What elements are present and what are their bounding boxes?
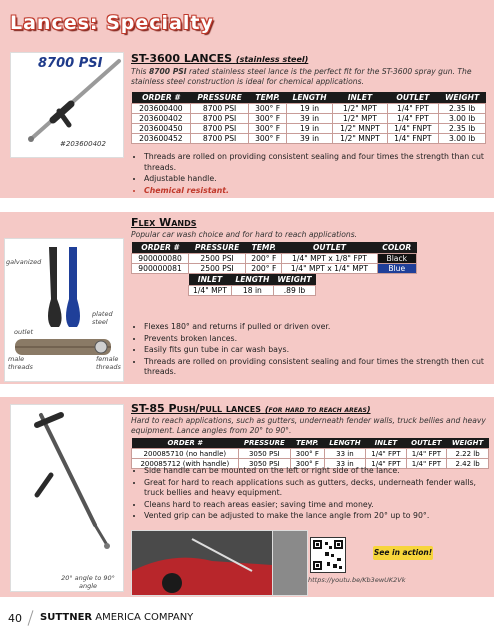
cell: 8700 PSI <box>190 134 249 144</box>
car-photo-image <box>132 531 272 595</box>
st3600-subtitle: (stainless steel) <box>235 55 309 64</box>
female-threads-label: female threads <box>96 355 121 371</box>
cell: 8700 PSI <box>190 114 249 124</box>
col-pressure: PRESSURE <box>189 242 246 254</box>
col-weight: WEIGHT <box>447 438 489 449</box>
col-outlet: OUTLET <box>387 92 439 104</box>
list-item: • Flexes 180° and returns if pulled or driven over. <box>144 322 494 333</box>
cell: 18 in <box>231 286 273 296</box>
table-row <box>132 449 489 459</box>
list-item: • Side handle can be mounted on the left or right side of the lance. <box>144 466 494 477</box>
footer-company-text: AMERICA COMPANY <box>92 612 194 623</box>
flex-header-row <box>132 242 417 254</box>
st85-header-row <box>132 438 489 449</box>
cell: 300° F <box>249 124 286 134</box>
page-title: Lances: Specialty <box>10 12 214 34</box>
st85-image <box>11 405 123 591</box>
cell: 8700 PSI <box>190 124 249 134</box>
cell: 1/4" FPT <box>387 104 439 114</box>
st3600-title-text: ST-3600 LANCES <box>131 52 233 65</box>
cell: 3050 PSI <box>238 449 290 459</box>
st3600-intro-a: This <box>131 67 149 76</box>
cell: 8700 PSI <box>190 104 249 114</box>
list-item: • Easily fits gun tube in car wash bays. <box>144 345 494 356</box>
cell: 1/4" FNPT <box>387 134 439 144</box>
cell: 1/4" FPT <box>366 459 406 469</box>
flex-wands-intro: Popular car wash choice and for hard to reach applications. <box>131 230 358 239</box>
st85-table <box>131 438 489 469</box>
cell: 2.22 lb <box>447 449 489 459</box>
col-outlet: OUTLET <box>406 438 447 449</box>
col-weight: WEIGHT <box>439 92 486 104</box>
plated-label: plated steel <box>92 310 113 326</box>
cell: 203600450 <box>132 124 191 134</box>
car-photo <box>131 530 273 596</box>
cell: 33 in <box>324 449 366 459</box>
cell: 900000080 <box>132 254 189 264</box>
cell: 1/2" MNPT <box>333 134 387 144</box>
table-row <box>132 264 417 274</box>
col-temp: TEMP. <box>246 242 282 254</box>
angle-caption: 20° angle to 90° angle <box>61 574 115 590</box>
st3600-intro-psi: 8700 PSI <box>148 67 187 76</box>
col-inlet: INLET <box>366 438 406 449</box>
col-temp: TEMP. <box>291 438 325 449</box>
col-order: ORDER # <box>132 242 189 254</box>
cell: 1/2" MPT <box>333 114 387 124</box>
cell: 300° F <box>291 449 325 459</box>
cell: 203600402 <box>132 114 191 124</box>
cell: 203600400 <box>132 104 191 114</box>
cell: 2500 PSI <box>189 254 246 264</box>
cell: 1/4" FPT <box>366 449 406 459</box>
list-item: • Vented grip can be adjusted to make the lance angle from 20° up to 90°. <box>144 511 494 522</box>
cell: 1/4" FPT <box>406 459 447 469</box>
cell: .89 lb <box>273 286 315 296</box>
cell: 1/4" MPT x 1/4" MPT <box>282 264 377 274</box>
video-link[interactable]: https://youtu.be/Kb3ewUK2Vk <box>308 576 406 584</box>
cell: 1/4" FPT <box>387 114 439 124</box>
cell: 300° F <box>249 134 286 144</box>
psi-badge: 8700 PSI <box>38 56 103 71</box>
cell: 203600452 <box>132 134 191 144</box>
cell: 300° F <box>291 459 325 469</box>
flex-wands-bullets <box>134 322 494 379</box>
list-item: • Cleans hard to reach areas easier; saving time and money. <box>144 500 494 511</box>
st85-title <box>131 402 371 415</box>
col-inlet: INLET <box>189 274 232 286</box>
cell: 200° F <box>246 254 282 264</box>
cell: 2.35 lb <box>439 104 486 114</box>
cell: 33 in <box>324 459 366 469</box>
page-number: 40 <box>8 612 22 625</box>
col-color: COLOR <box>377 242 416 254</box>
table-row <box>132 114 486 124</box>
galvanized-label: galvanized <box>6 258 42 266</box>
st3600-title <box>131 52 308 65</box>
list-item: • Threads are rolled on providing consistent sealing and four times the strength than cut threads. <box>144 152 494 173</box>
title-bar <box>0 0 494 46</box>
st85-title-text: ST-85 Push/pull lances <box>131 402 262 415</box>
qr-code-icon <box>311 538 345 572</box>
cell: 39 in <box>286 114 333 124</box>
cell: 1/4" MPT x 1/8" FPT <box>282 254 377 264</box>
cell: 200° F <box>246 264 282 274</box>
list-item: • Threads are rolled on providing consistent sealing and four times the strength then cut threads. <box>144 357 494 378</box>
table-row <box>189 286 316 296</box>
col-length: LENGTH <box>324 438 366 449</box>
st3600-intro-c: rated stainless steel lance is the perfect fit for the ST-3600 spray gun. The stainless steel construction is ideal for chemical applications. <box>131 67 472 86</box>
footer-company <box>40 612 193 623</box>
st3600-header-row <box>132 92 486 104</box>
cell: 1/2" MPT <box>333 104 387 114</box>
male-threads-label: male threads <box>8 355 33 371</box>
list-item-chemical: • Chemical resistant. <box>144 186 494 197</box>
flex-wands-table <box>131 242 417 274</box>
cell: 2.35 lb <box>439 124 486 134</box>
st3600-table <box>131 92 486 144</box>
cell: 39 in <box>286 134 333 144</box>
footer-brand: SUTTNER <box>40 612 93 623</box>
col-pressure: PRESSURE <box>190 92 249 104</box>
cell: 200085710 (no handle) <box>132 449 239 459</box>
col-inlet: INLET <box>333 92 387 104</box>
list-item: • Prevents broken lances. <box>144 334 494 345</box>
cell: 1/2" MNPT <box>333 124 387 134</box>
cell: 2.42 lb <box>447 459 489 469</box>
cell: 3050 PSI <box>238 459 290 469</box>
col-pressure: PRESSURE <box>238 438 290 449</box>
cell: 300° F <box>249 104 286 114</box>
cell: 1/4" FPT <box>406 449 447 459</box>
table-row <box>132 254 417 264</box>
color-black-cell: Black <box>377 254 416 264</box>
cell: 1/4" FNPT <box>387 124 439 134</box>
st3600-intro <box>131 67 486 87</box>
see-in-action-button[interactable]: See in action! <box>373 546 433 560</box>
cell: 900000081 <box>132 264 189 274</box>
flex-wands-table-2 <box>188 274 316 296</box>
cell: 200085712 (with handle) <box>132 459 239 469</box>
st85-bullets <box>134 466 494 523</box>
col-order: ORDER # <box>132 438 239 449</box>
table-row <box>132 124 486 134</box>
st85-image-box <box>10 404 124 592</box>
flex-wands-title: Flex Wands <box>131 216 197 229</box>
lance-caption: #203600402 <box>60 140 106 148</box>
list-item: • Adjustable handle. <box>144 174 494 185</box>
qr-code[interactable] <box>310 537 346 573</box>
cell: 1/4" MPT <box>189 286 232 296</box>
cell: 19 in <box>286 124 333 134</box>
footer-divider <box>28 610 34 626</box>
cell: 19 in <box>286 104 333 114</box>
outlet-label: outlet <box>14 328 33 336</box>
col-outlet: OUTLET <box>282 242 377 254</box>
color-blue-cell: Blue <box>377 264 416 274</box>
col-weight: WEIGHT <box>273 274 315 286</box>
cell: 2500 PSI <box>189 264 246 274</box>
cell: 300° F <box>249 114 286 124</box>
st85-intro: Hard to reach applications, such as gutters, underneath fender walls, truck bellies and heavy equipment. Lance angles from 20° to 90°. <box>131 416 486 435</box>
col-length: LENGTH <box>231 274 273 286</box>
list-item: • Great for hard to reach applications such as gutters, decks, underneath fender walls, truck bellies and heavy equipment. <box>144 478 494 499</box>
flex-header-row-2 <box>189 274 316 286</box>
col-temp: TEMP. <box>249 92 286 104</box>
col-order: ORDER # <box>132 92 191 104</box>
table-row <box>132 134 486 144</box>
col-length: LENGTH <box>286 92 333 104</box>
st85-subtitle: (for hard to reach areas) <box>264 405 371 414</box>
cell: 3.00 lb <box>439 114 486 124</box>
wall-photo <box>272 530 308 596</box>
table-row <box>132 104 486 114</box>
cell: 3.00 lb <box>439 134 486 144</box>
st3600-bullets <box>134 152 494 197</box>
